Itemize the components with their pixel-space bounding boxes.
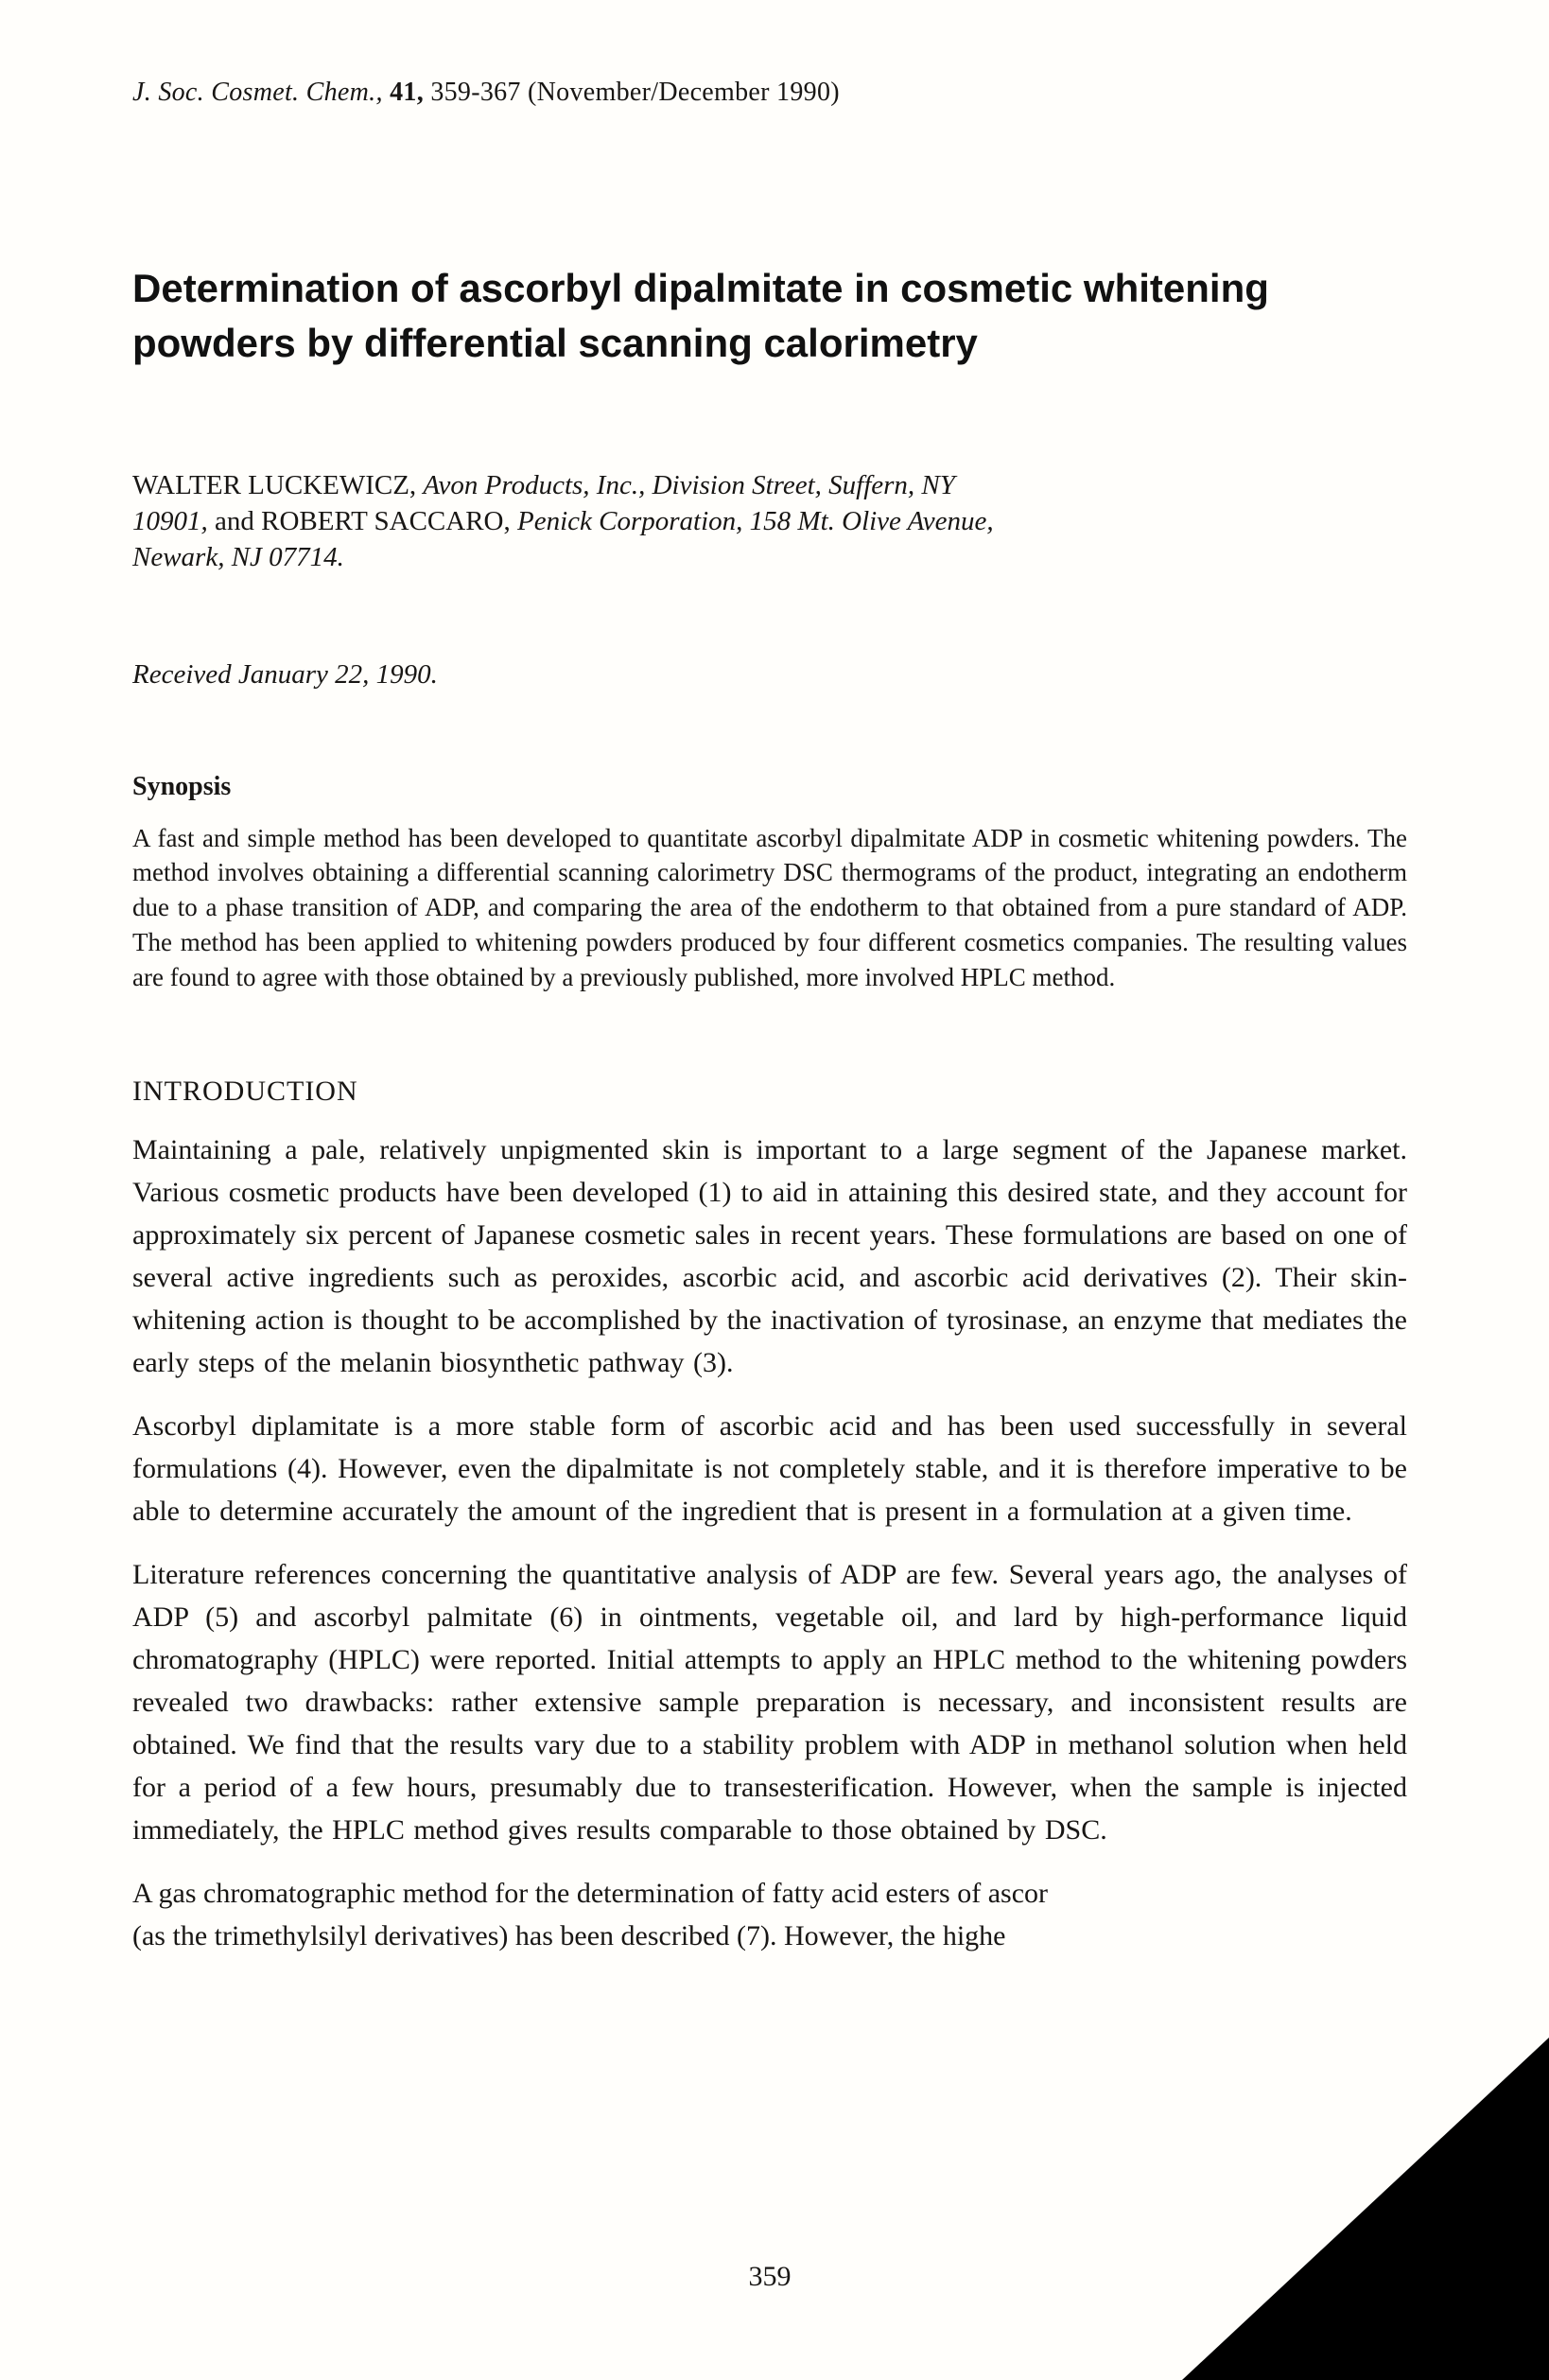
introduction-heading: INTRODUCTION — [132, 1076, 358, 1108]
received-date: Received January 22, 1990. — [132, 658, 438, 690]
synopsis-text: A fast and simple method has been developed to quantitate ascorbyl dipalmitate ADP in cosmetic whitening powders. The method involves obtaining a differential scanning calorimetry DSC thermograms of the product, integrating an endotherm due to a phase transition of ADP, and comparing the area of the endotherm to that obtained from a pure standard of ADP. The method has been applied to whitening powders produced by four different cosmetics companies. The resulting values are found to agree with those obtained by a previously published, more involved HPLC method. — [132, 823, 1407, 991]
truncated-line-2: (as the trimethylsilyl derivatives) has been described (7). However, the highe — [132, 1920, 1006, 1952]
authors-block — [132, 467, 1021, 576]
journal-citation — [132, 78, 1407, 108]
introduction-paragraph-1: Maintaining a pale, relatively unpigmented skin is important to a large segment of the Japanese market. Various cosmetic products have been developed (1) to aid in attaining this desired state, and they account for approximately six percent of Japanese cosmetic sales in recent years. These formulations are based on one of several active ingredients such as peroxides, ascorbic acid, and ascorbic acid derivatives (2). Their skin-whitening action is thought to be accomplished by the inactivation of tyrosinase, an enzyme that mediates the early steps of the melanin biosynthetic pathway (3). — [132, 1134, 1407, 1379]
journal-volume: 41, — [390, 78, 424, 107]
page-number: 359 — [748, 2261, 792, 2292]
journal-pages-date: 359-367 (November/December 1990) — [430, 78, 840, 107]
scanned-page-corner-artifact — [1182, 2038, 1549, 2380]
truncated-line-1: A gas chromatographic method for the determination of fatty acid esters of ascor — [132, 1878, 1048, 1910]
introduction-paragraph-3: Literature references concerning the quantitative analysis of ADP are few. Several years ago, the analyses of ADP (5) and ascorbyl palmitate (6) in ointments, vegetable oil, and lard by high-performance liquid chromatography (HPLC) were reported. Initial attempts to apply an HPLC method to the whitening powders revealed two drawbacks: rather extensive sample preparation is necessary, and inconsistent results are obtained. We find that the results vary due to a stability problem with ADP in methanol solution when held for a period of a few hours, presumably due to transesterification. However, when the sample is injected immediately, the HPLC method gives results comparable to those obtained by DSC. — [132, 1559, 1407, 1846]
author-2-name: and ROBERT SACCARO, — [215, 506, 511, 537]
author-1-affiliation: Avon Products, Inc., Division Street, Suffern, NY 10901, — [132, 469, 955, 537]
author-2-affiliation: Penick Corporation, 158 Mt. Olive Avenue, Newark, NJ 07714. — [132, 506, 994, 573]
introduction-paragraph-4-truncated — [132, 1872, 1407, 1957]
author-1-name: WALTER LUCKEWICZ, — [132, 469, 417, 500]
synopsis-heading: Synopsis — [132, 771, 232, 801]
introduction-paragraph-2: Ascorbyl diplamitate is a more stable form of ascorbic acid and has been used successfully in several formulations (4). However, even the dipalmitate is not completely stable, and it is therefore imperative to be able to determine accurately the amount of the ingredient that is present in a formulation at a given time. — [132, 1410, 1407, 1528]
article-title: Determination of ascorbyl dipalmitate in cosmetic whitening powders by differential scanning calorimetry — [132, 266, 1269, 365]
journal-name: J. Soc. Cosmet. Chem., — [132, 78, 383, 107]
